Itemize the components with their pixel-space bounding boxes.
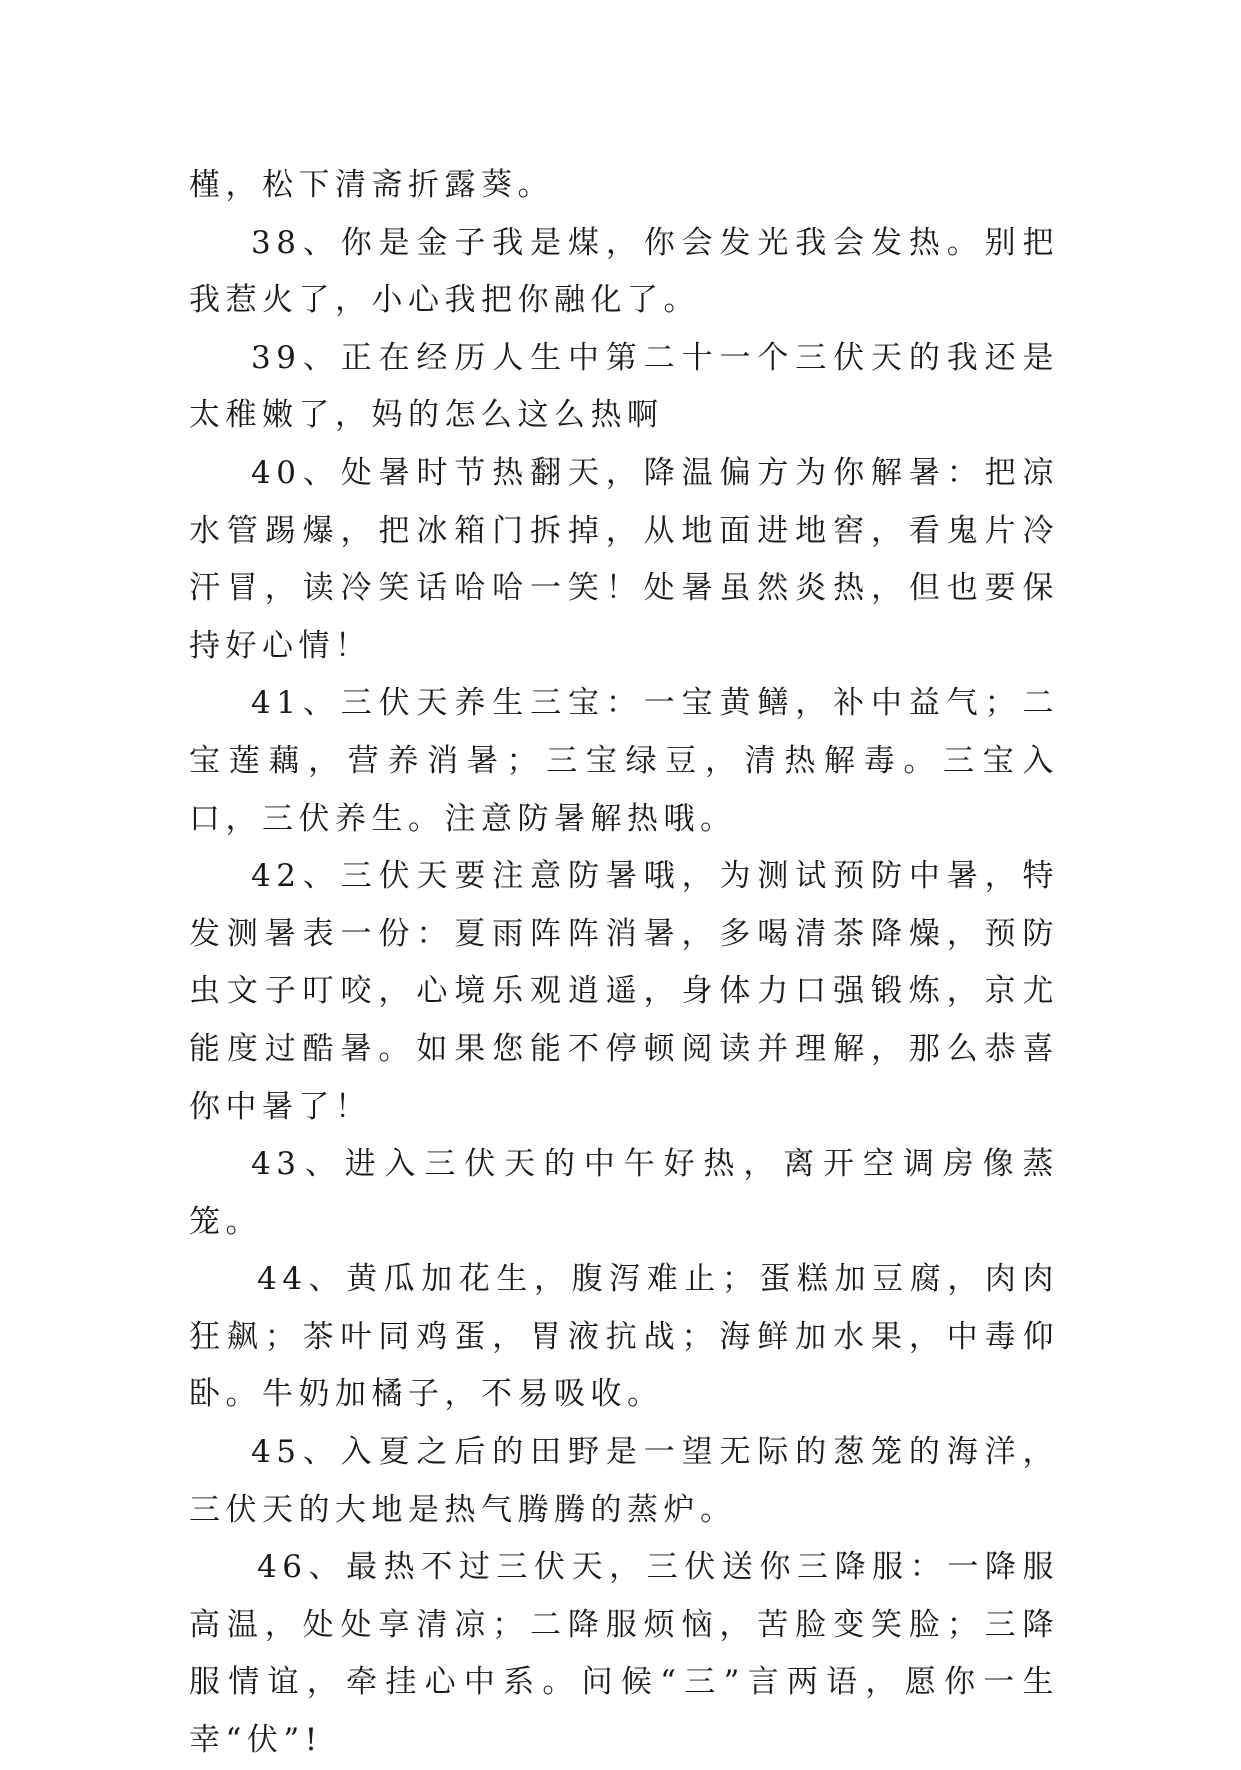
- paragraph-38: 38、你是金子我是煤，你会发光我会发热。别把我惹火了，小心我把你融化了。: [189, 224, 1059, 319]
- paragraph-44: 44、黄瓜加花生，腹泻难止；蛋糕加豆腐，肉肉狂飙；茶叶同鸡蛋，胃液抗战；海鲜加水果，中毒仰卧。牛奶加橘子，不易吸收。: [189, 1261, 1059, 1413]
- paragraph-43: 43、进入三伏天的中午好热，离开空调房像蒸笼。: [189, 1146, 1059, 1240]
- paragraph-39: 39、正在经历人生中第二十一个三伏天的我还是太稚嫩了，妈的怎么这么热啊: [189, 339, 1059, 434]
- paragraph-41: 41、三伏天养生三宝：一宝黄鳝，补中益气；二宝莲藕，营养消暑；三宝绿豆，清热解毒。三宝入口，三伏养生。注意防暑解热哦。: [189, 685, 1059, 837]
- paragraph-42: 42、三伏天要注意防暑哦，为测试预防中暑，特发测暑表一份：夏雨阵阵消暑，多喝清茶降燥，预防虫文子叮咬，心境乐观逍遥，身体力口强锻炼，京尤能度过酷暑。如果您能不停顿阅读并理解，那么恭喜你中暑了！: [189, 858, 1059, 1125]
- paragraph-40: 40、处暑时节热翻天，降温偏方为你解暑：把凉水管踢爆，把冰箱门拆掉，从地面进地窖，看鬼片冷汗冒，读冷笑话哈哈一笑！处暑虽然炎热，但也要保持好心情！: [189, 454, 1059, 664]
- document-body: [189, 157, 1059, 1770]
- paragraph-continuation: 槿，松下清斋折露葵。: [189, 167, 554, 203]
- paragraph-45: 45、入夏之后的田野是一望无际的葱笼的海洋，三伏天的大地是热气腾腾的蒸炉。: [189, 1434, 1059, 1528]
- paragraph-46: 46、最热不过三伏天，三伏送你三降服：一降服高温，处处享清凉；二降服烦恼，苦脸变笑脸；三降服情谊，牵挂心中系。问候“三”言两语，愿你一生幸“伏”!: [189, 1549, 1059, 1759]
